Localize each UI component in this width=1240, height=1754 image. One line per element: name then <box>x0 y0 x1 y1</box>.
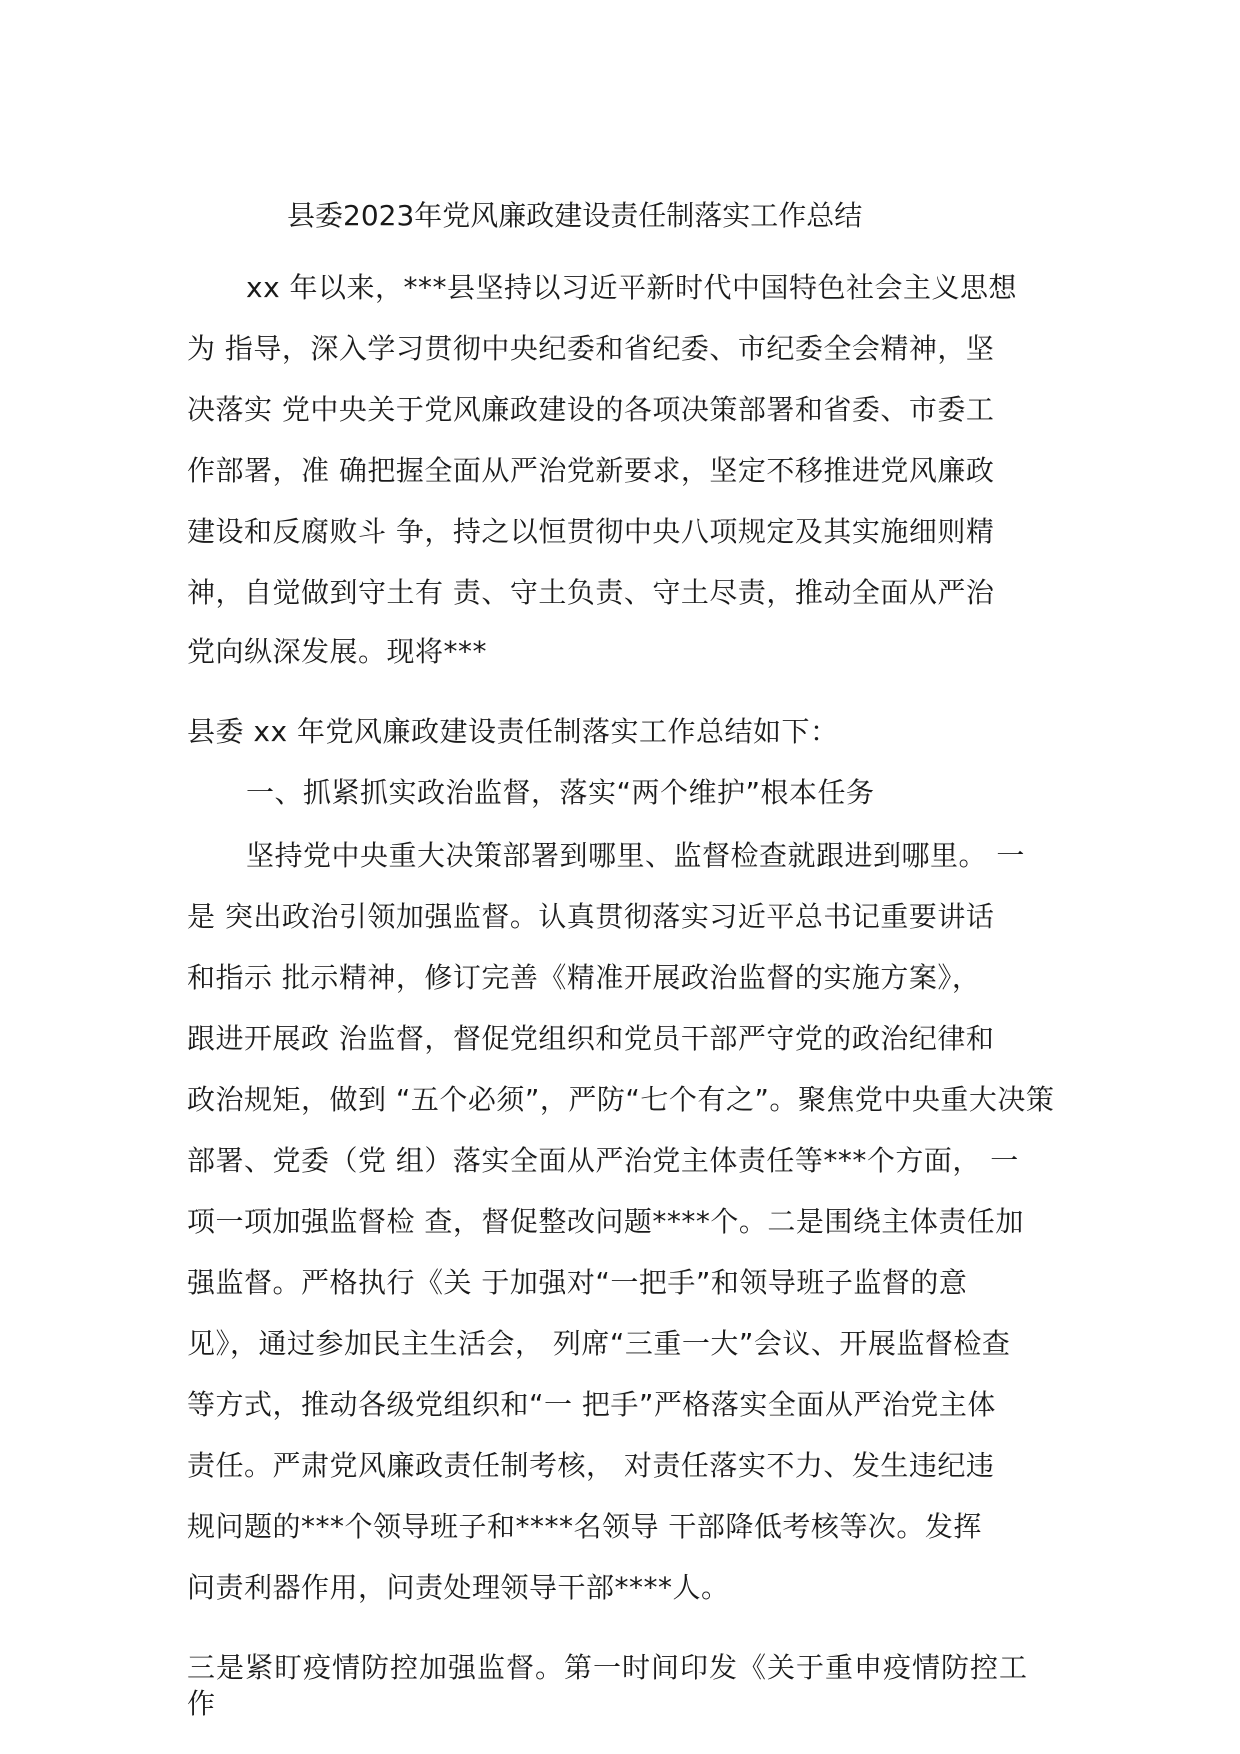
text-line: 神，自觉做到守土有 责、守土负责、守土尽责，推动全面从严治 <box>187 576 995 609</box>
text-line: 见》，通过参加民主生活会， 列席“三重一大”会议、开展监督检查 <box>187 1327 1011 1360</box>
text-line: 为 指导，深入学习贯彻中央纪委和省纪委、市纪委全会精神，坚 <box>187 332 995 365</box>
text-line: 问责利器作用，问责处理领导干部****人。 <box>187 1571 730 1604</box>
text-line: 等方式，推动各级党组织和“一 把手”严格落实全面从严治党主体 <box>187 1388 996 1421</box>
text-line: 规问题的***个领导班子和****名领导 干部降低考核等次。发挥 <box>187 1510 982 1543</box>
text-line: 党向纵深发展。现将*** <box>187 635 488 668</box>
text-line: 是 突出政治引领加强监督。认真贯彻落实习近平总书记重要讲话 <box>187 900 995 933</box>
text-line: 作 <box>187 1687 216 1720</box>
text-line: 政治规矩，做到 “五个必须”，严防“七个有之”。聚焦党中央重大决策 <box>187 1083 1055 1116</box>
document-title: 县委2023年党风廉政建设责任制落实工作总结 <box>287 199 863 232</box>
text-line: 跟进开展政 治监督，督促党组织和党员干部严守党的政治纪律和 <box>187 1022 995 1055</box>
text-line: 作部署，准 确把握全面从严治党新要求，坚定不移推进党风廉政 <box>187 454 995 487</box>
text-line: 项一项加强监督检 查，督促整改问题****个。二是围绕主体责任加 <box>187 1205 1024 1238</box>
paragraph-summary-lead: 县委 xx 年党风廉政建设责任制落实工作总结如下： <box>187 715 839 748</box>
text-line: 决落实 党中央关于党风廉政建设的各项决策部署和省委、市委工 <box>187 393 995 426</box>
text-line: xx 年以来，***县坚持以习近平新时代中国特色社会主义思想 <box>246 271 1018 304</box>
text-line: 三是紧盯疫情防控加强监督。第一时间印发《关于重申疫情防控工 <box>187 1651 1029 1684</box>
section-heading-1: 一、抓紧抓实政治监督，落实“两个维护”根本任务 <box>246 776 875 809</box>
text-line: 建设和反腐败斗 争，持之以恒贯彻中央八项规定及其实施细则精 <box>187 515 995 548</box>
text-line: 坚持党中央重大决策部署到哪里、监督检查就跟进到哪里。 一 <box>246 839 1025 872</box>
text-line: 强监督。严格执行《关 于加强对“一把手”和领导班子监督的意 <box>187 1266 968 1299</box>
text-line: 部署、党委（党 组）落实全面从严治党主体责任等***个方面， 一 <box>187 1144 1019 1177</box>
text-line: 和指示 批示精神，修订完善《精准开展政治监督的实施方案》， <box>187 961 981 994</box>
text-line: 责任。严肃党风廉政责任制考核， 对责任落实不力、发生违纪违 <box>187 1449 995 1482</box>
